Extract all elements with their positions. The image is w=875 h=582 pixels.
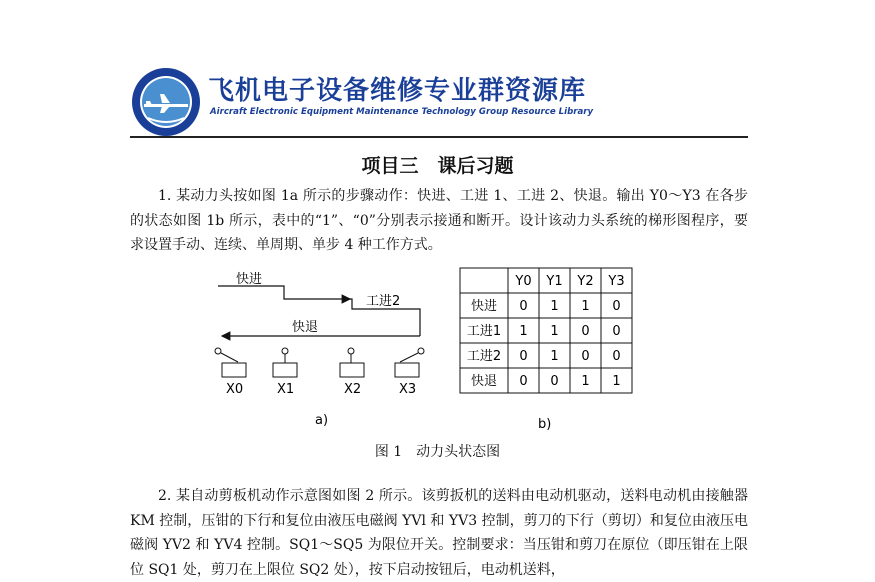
switch-x0-lever	[221, 353, 238, 362]
table-cell: 0	[581, 324, 590, 339]
switch-x2-pivot	[348, 348, 354, 354]
fast-forward-arrow	[218, 286, 350, 299]
switch-x3-pivot	[418, 348, 424, 354]
brand-subtitle: Aircraft Electronic Equipment Maintenance Technology Group Resource Library	[210, 107, 594, 117]
table-cell: 0	[519, 299, 528, 314]
table-cell: 1	[519, 324, 528, 339]
step-label-fast-return: 快退	[292, 320, 319, 335]
figure-caption: 图 1 动力头状态图	[374, 444, 501, 460]
table-header-cell: Y3	[608, 274, 625, 289]
switch-x2-body	[340, 363, 364, 377]
table-cell: 0	[612, 299, 621, 314]
subfigure-a-label: a)	[315, 413, 329, 428]
page-title: 项目三 课后习题	[361, 155, 514, 177]
table-cell: 1	[581, 299, 590, 314]
switch-x1-pivot	[282, 348, 288, 354]
table-header-cell: Y2	[577, 274, 594, 289]
switch-x0-pivot	[215, 348, 221, 354]
table-cell: 1	[550, 324, 559, 339]
subfigure-b-label: b)	[538, 417, 552, 432]
table-cell: 0	[612, 349, 621, 364]
table-cell: 1	[550, 299, 559, 314]
table-row-label: 快进	[470, 299, 498, 314]
table-cell: 0	[519, 349, 528, 364]
table-header-cell: Y1	[546, 274, 563, 289]
switch-label-x3: X3	[399, 382, 417, 397]
table-cell: 0	[581, 349, 590, 364]
switch-x0-body	[222, 363, 246, 377]
switch-label-x2: X2	[344, 382, 362, 397]
switch-label-x1: X1	[277, 382, 295, 397]
table-cell: 1	[581, 374, 590, 389]
question-1-text: 1. 某动力头按如图 1a 所示的步骤动作：快进、工进 1、工进 2、快退。输出 Y0～Y3 在各步的状态如图 1b 所示，表中的“1”、“0”分别表示接通和断开。设计该动力头系统的梯形图程序，要求设置手动、连续、单周期、单步 4 种工作方式。	[130, 188, 748, 253]
table-cell: 0	[612, 324, 621, 339]
table-cell: 0	[519, 374, 528, 389]
header-divider	[130, 136, 748, 138]
table-row-label: 工进2	[466, 349, 502, 364]
switch-x3-body	[395, 363, 419, 377]
step-label-work-feed-2: 工进2	[366, 294, 401, 309]
table-cell: 0	[550, 374, 559, 389]
switch-label-x0: X0	[226, 382, 244, 397]
step-label-fast-forward: 快进	[236, 272, 263, 287]
brand-title: 飞机电子设备维修专业群资源库	[208, 76, 587, 106]
question-2-text: 2. 某自动剪板机动作示意图如图 2 所示。该剪扳机的送料由电动机驱动，送料电动机由接触器 KM 控制，压钳的下行和复位由液压电磁阀 YVl 和 YV3 控制，剪刀的下行（剪切）和复位由液压电磁阀 YV2 和 YV4 控制。SQ1～SQ5 为限位开关。控制要求：当压钳和剪刀在原位（即压钳在上限位 SQ1 处，剪刀在上限位 SQ2 处），按下启动按钮后，电动机送料，	[130, 488, 748, 578]
table-row-label: 工进1	[466, 324, 502, 339]
switch-x3-lever	[400, 353, 418, 362]
table-cell: 1	[612, 374, 621, 389]
table-row-label: 快退	[470, 374, 498, 389]
table-cell: 1	[550, 349, 559, 364]
switch-x1-body	[273, 363, 297, 377]
table-header-cell: Y0	[515, 274, 532, 289]
logo-emblem-icon	[130, 66, 202, 138]
figure-1	[200, 262, 640, 440]
